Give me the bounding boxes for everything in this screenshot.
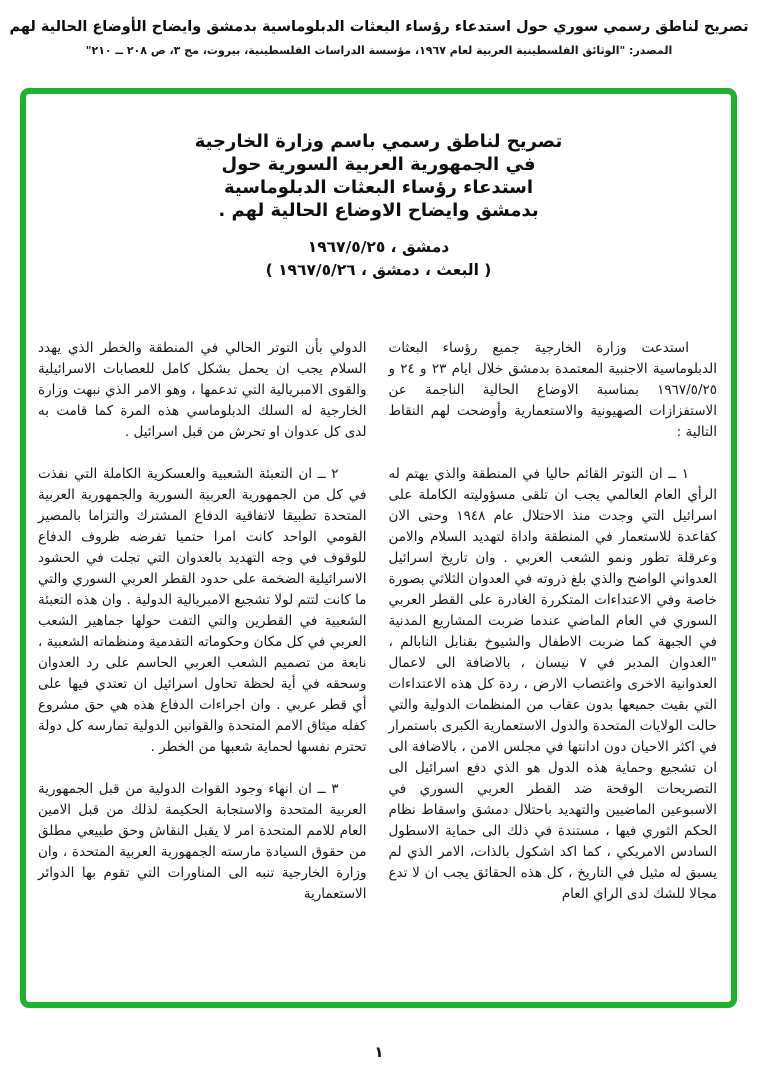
document-header-title: تصريح لناطق رسمي سوري حول استدعاء رؤساء البعثات الدبلوماسية بدمشق وايضاح الأوضاع الحالية لهم	[9, 19, 749, 35]
document-header	[0, 0, 758, 57]
document-green-frame	[20, 88, 737, 1008]
paragraph-point-1-continuation: الدولي بأن التوتر الحالي في المنطقة والخطر الذي يهدد السلام يجب ان يحمل بشكل كامل للعصابات الاسرائيلية والقوى الامبريالية التي تدعمها ، وهو الامر الذي نبهت وزارة الخارجية له السلك الدبلوماسي هذه المرة كما قامت به لدى كل عدوان او تحرش من قبل اسرائيل .	[38, 340, 367, 440]
paragraph-intro: استدعت وزارة الخارجية جميع رؤساء البعثات الدبلوماسية الاجنبية المعتمدة بدمشق خلال ايام ٢٣ و ٢٤ و ١٩٦٧/٥/٢٥ بمناسبة الاوضاع الحالية الناجمة عن الاستفزازات الصهيونية والاستعمارية وأوضحت لهم النقاط التالية :	[388, 340, 718, 440]
statement-title-block	[26, 130, 731, 222]
statement-title-line-3: استدعاء رؤساء البعثات الدبلوماسية	[223, 177, 534, 198]
body-column-left	[38, 338, 367, 926]
body-column-right	[389, 338, 718, 926]
statement-date-block	[26, 236, 731, 282]
statement-body	[26, 338, 731, 926]
document-source-line: المصدر: "الوثائق الفلسطينية العربية لعام ١٩٦٧، مؤسسة الدراسات الفلسطينية، بيروت، مج ٣، ص ٢٠٨ ــ ٢١٠"	[85, 44, 673, 57]
page-number: ١	[374, 1043, 384, 1061]
statement-dateline: دمشق ، ١٩٦٧/٥/٢٥	[307, 238, 450, 256]
paragraph-point-2: ٢ ــ ان التعبئة الشعبية والعسكرية الكاملة التي نفذت في كل من الجمهورية العربية السورية والجمهورية العربية المتحدة تطبيقا لاتفاقية الدفاع المشترك والتزاما بالمصير القومي الواحد كانت امرا حتميا تفرضه ظروف الدفاع للوقوف في وجه التهديد بالعدوان التي تجلت في الحشود الاسرائيلية الضخمة على حدود القطر العربي السوري والتي ما كانت لتتم لولا تشجيع الامبريالية الدولية . وان هذه التعبئة الشعبية في القطرين والتي التفت حولها جماهير الشعب العربي في كل مكان وحكوماته التقدمية ومنظماته الشعبية ، نابعة من تصميم الشعب العربي الحاسم على رد العدوان وسحقه في أية لحظة تحاول اسرائيل ان تعتدي فيها على أي قطر عربي . وان اجراءات الدفاع هذه هي حق مشروع كفله ميثاق الامم المتحدة والقوانين الدولية تمارسه كل دولة تحترم نفسها لحماية شعبها من الخطر .	[38, 466, 367, 755]
statement-title-line-1: تصريح لناطق رسمي باسم وزارة الخارجية	[194, 131, 563, 152]
statement-title-line-4: بدمشق وايضاح الاوضاع الحالية لهم .	[218, 200, 539, 221]
statement-publication-line: ( البعث ، دمشق ، ١٩٦٧/٥/٢٦ )	[265, 261, 492, 279]
statement-title-line-2: في الجمهورية العربية السورية حول	[221, 154, 536, 175]
paragraph-point-3: ٣ ــ ان انهاء وجود القوات الدولية من قبل الجمهورية العربية المتحدة والاستجابة الحكيمة لذلك من قبل الامين العام للامم المتحدة امر لا يقبل النقاش وحق طبيعي مطلق من حقوق السيادة مارسته الجمهورية العربية المتحدة ، وان وزارة الخارجية تنبه الى المناورات التي تقوم بها الدوائر الاستعمارية	[38, 781, 367, 902]
paragraph-point-1: ١ ــ ان التوتر القائم حاليا في المنطقة والذي يهتم له الرأي العام العالمي يجب ان تلقى مسؤوليته الكاملة على اسرائيل التي وجدت منذ الاحتلال عام ١٩٤٨ وحتى الان كقاعدة للاستعمار في المنطقة واداة لتهديد السلام والامن وعرقلة تطور ونمو الشعب العربي . وان تاريخ اسرائيل العدواني الواضح والذي بلغ ذروته في العدوان الثلاثي بصورة خاصة وفي الاعتداءات المتكررة الغادرة على القطر العربي السوري في العام الماضي عندما ضربت المشاريع المدنية في الجبهة كما ضربت الاطفال والشيوخ بقنابل النابالم ، "العدوان المدبر في ٧ نيسان ، بالاضافة الى لاعمال العدوانية الاخرى واغتصاب الارض ، ردة كل هذه الاعتداءات التي بقيت جميعها بدون عقاب من المنظمات الدولية والتي حالت الولايات المتحدة والدول الاستعمارية الكبرى باستمرار في اكثر الاحيان دون ادانتها في مجلس الامن ، بالاضافة الى ان تشجيع وحماية هذه الدول هو الذي دفع اسرائيل الى التصريحات الوقحة ضد القطر العربي السوري في الاسبوعين الماضيين والتهديد باحتلال دمشق واسقاط نظام الحكم الثوري فيها ، مستندة في ذلك الى حماية الاسطول السادس الامريكي ، كما اكد اشكول بالذات، الامر الذي لم يسبق له مثيل في التاريخ ، كل هذه الحقائق يجب ان لا تدع مجالا للشك لدى الراي العام	[388, 466, 717, 902]
